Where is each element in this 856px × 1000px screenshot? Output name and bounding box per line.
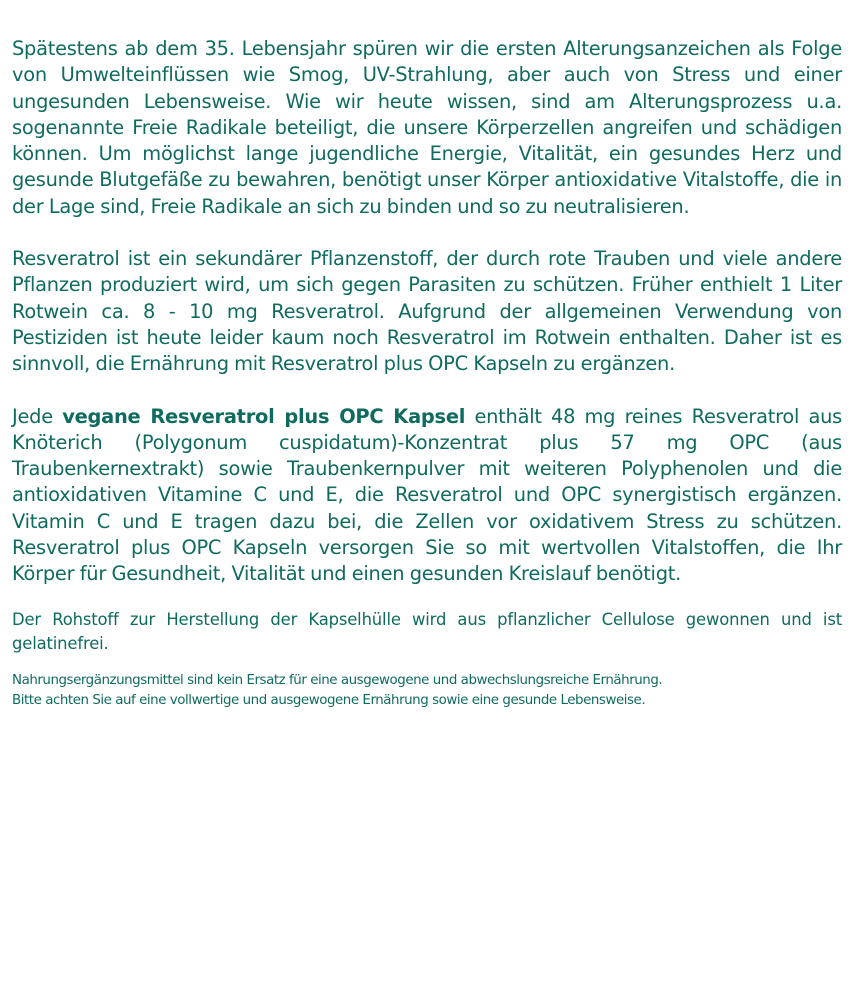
paragraph-capsule xyxy=(12,404,842,588)
paragraph-resveratrol: Resveratrol ist ein sekundärer Pflanzenstoff, der durch rote Trauben und viele andere Pflanzen produziert wird, um sich gegen Parasiten zu schützen. Früher enthielt 1 Liter Rotwein ca. 8 - 10 mg Resveratrol. Aufgrund der allgemeinen Verwendung von Pestiziden ist heute leider kaum noch Resveratrol im Rotwein enthalten. Daher ist es sinnvoll, die Ernährung mit Resveratrol plus OPC Kapseln zu ergänzen. xyxy=(12,247,842,376)
capsule-intro-text: Jede xyxy=(12,404,63,428)
disclaimer xyxy=(12,671,842,712)
disclaimer-line-2: Bitte achten Sie auf eine vollwertige und ausgewogene Ernährung sowie eine gesunde Lebensweise. xyxy=(12,693,646,709)
product-description xyxy=(12,36,842,712)
capsule-product-name: vegane Resveratrol plus OPC Kapsel xyxy=(62,404,466,428)
disclaimer-line-1: Nahrungsergänzungsmittel sind kein Ersatz für eine ausgewogene und abwechslungsreiche Ernährung. xyxy=(12,672,663,688)
capsule-details-text: enthält 48 mg reines Resveratrol aus Knöterich (Polygonum cuspidatum)-Konzentrat plus 57 mg OPC (aus Traubenkernextrakt) sowie Traubenkernpulver mit weiteren Polyphenolen und die antioxidativen Vitamine C und E, die Resveratrol und OPC synergistisch ergänzen. Vitamin C und E tragen dazu bei, die Zellen vor oxidativem Stress zu schützen. Resveratrol plus OPC Kapseln versorgen Sie so mit wertvollen Vitalstoffen, die Ihr Körper für Gesundheit, Vitalität und einen gesunden Kreislauf benötigt. xyxy=(12,404,842,586)
paragraph-capsule-shell: Der Rohstoff zur Herstellung der Kapselhülle wird aus pflanzlicher Cellulose gewonnen und ist gelatinefrei. xyxy=(12,609,842,654)
paragraph-aging: Spätestens ab dem 35. Lebensjahr spüren wir die ersten Alterungsanzeichen als Folge von Umwelteinflüssen wie Smog, UV-Strahlung, aber auch von Stress und einer ungesunden Lebensweise. Wie wir heute wissen, sind am Alterungsprozess u.a. sogenannte Freie Radikale beteiligt, die unsere Körperzellen angreifen und schädigen können. Um möglichst lange jugendliche Energie, Vitalität, ein gesundes Herz und gesunde Blutgefäße zu bewahren, benötigt unser Körper antioxidative Vitalstoffe, die in der Lage sind, Freie Radikale an sich zu binden und so zu neutralisieren. xyxy=(12,37,842,218)
